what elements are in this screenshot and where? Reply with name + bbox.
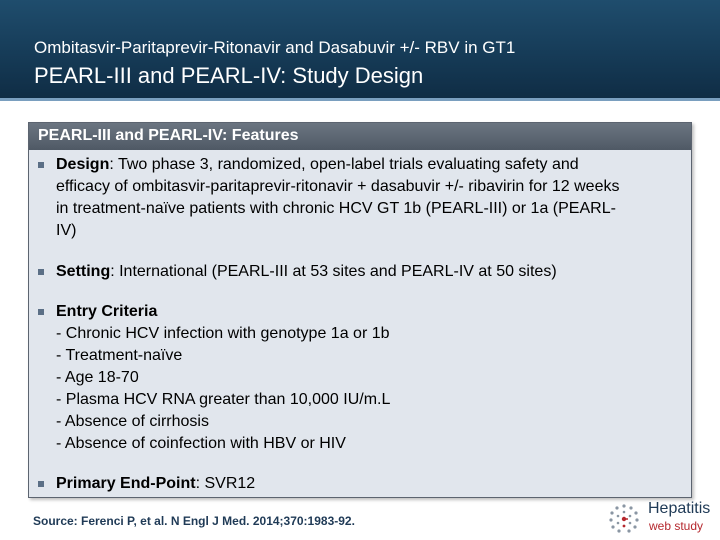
design-item — [38, 154, 688, 242]
bullet-icon — [38, 162, 44, 168]
header-divider — [0, 98, 720, 101]
design-line: efficacy of ombitasvir-paritaprevir-ritonavir + dasabuvir +/- ribavirin for 12 weeks — [56, 178, 620, 195]
hepatitis-web-study-logo — [608, 500, 716, 538]
design-text — [56, 154, 688, 242]
slide-header — [0, 0, 720, 100]
design-line: in treatment-naïve patients with chronic HCV GT 1b (PEARL-III) or 1a (PEARL- — [56, 200, 616, 217]
slide-title: PEARL-III and PEARL-IV: Study Design — [34, 63, 424, 88]
bullet-icon — [38, 309, 44, 315]
logo-title: Hepatitis — [648, 500, 711, 517]
setting-item — [38, 261, 688, 283]
entry-criteria-label: Entry Criteria — [56, 303, 158, 320]
entry-criterion: - Age 18-70 — [56, 369, 139, 386]
entry-criterion: - Treatment-naïve — [56, 347, 183, 364]
setting-value: : International (PEARL-III at 53 sites and PEARL-IV at 50 sites) — [110, 263, 557, 280]
slide-subtitle: Ombitasvir-Paritaprevir-Ritonavir and Dasabuvir +/- RBV in GT1 — [34, 38, 516, 57]
setting-label: Setting — [56, 263, 111, 280]
setting-text — [56, 261, 688, 283]
features-panel-title: PEARL-III and PEARL-IV: Features — [38, 127, 299, 144]
endpoint-label: Primary End-Point — [56, 475, 196, 492]
bullet-icon — [38, 269, 44, 275]
design-label: Design — [56, 156, 110, 173]
design-line: : Two phase 3, randomized, open-label trials evaluating safety and — [109, 156, 579, 173]
endpoint-item — [38, 473, 688, 495]
entry-criterion: - Absence of coinfection with HBV or HIV — [56, 435, 346, 452]
features-panel-header — [29, 123, 691, 150]
bullet-icon — [38, 481, 44, 487]
entry-criteria-text — [56, 301, 688, 455]
endpoint-value: : SVR12 — [195, 475, 256, 492]
entry-criteria-item — [38, 301, 688, 455]
logo-dots-icon — [608, 503, 640, 535]
entry-criterion: - Absence of cirrhosis — [56, 413, 209, 430]
source-citation: Source: Ferenci P, et al. N Engl J Med. 2014;370:1983-92. — [33, 514, 355, 528]
logo-subtitle: web study — [649, 519, 704, 533]
endpoint-text — [56, 473, 688, 495]
design-line: IV) — [56, 222, 77, 239]
entry-criterion: - Plasma HCV RNA greater than 10,000 IU/m.L — [56, 391, 391, 408]
features-panel — [28, 122, 692, 498]
entry-criterion: - Chronic HCV infection with genotype 1a or 1b — [56, 325, 390, 342]
